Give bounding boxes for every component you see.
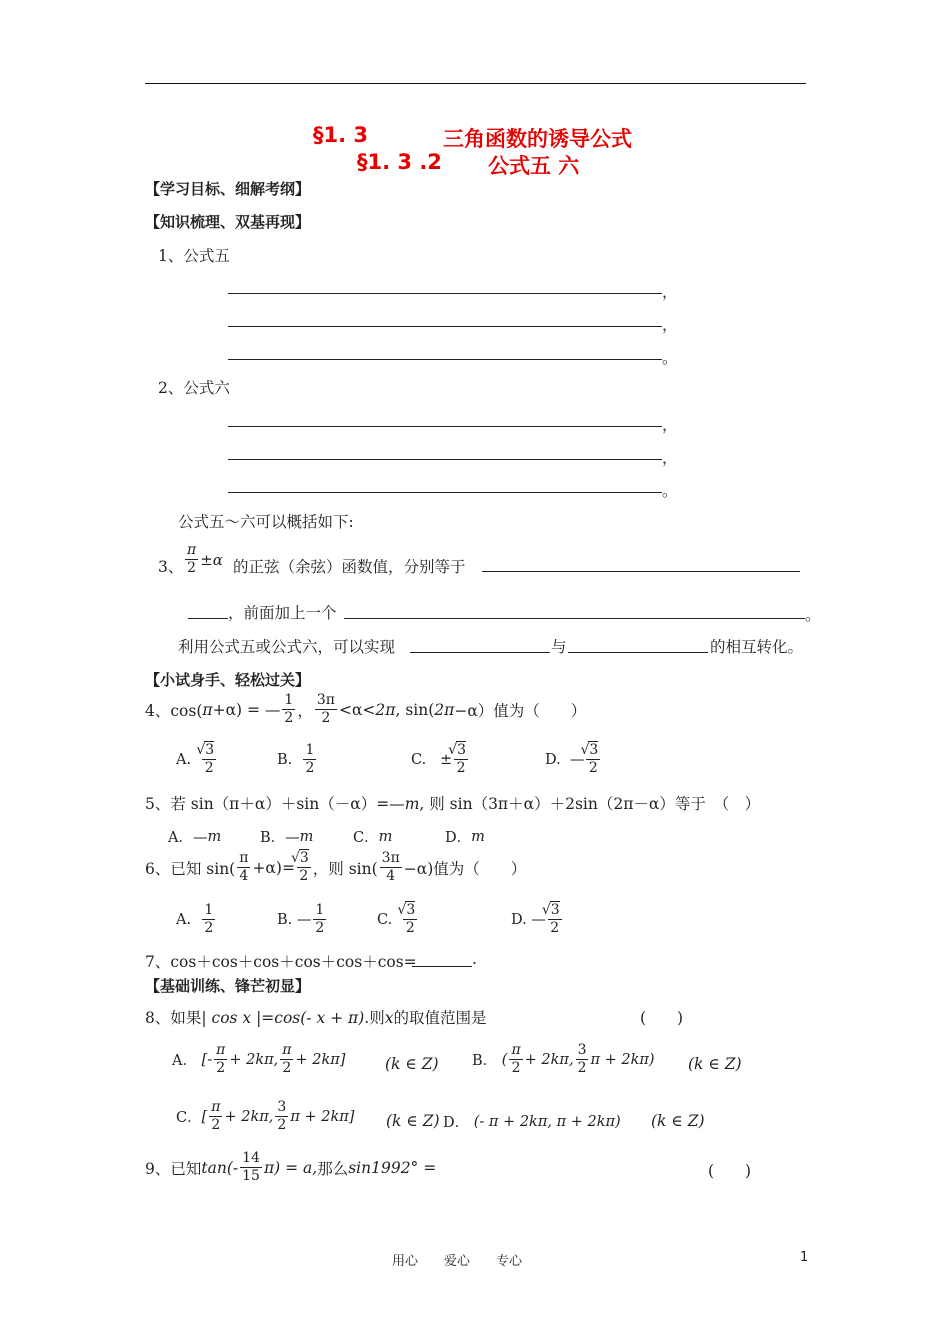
q9-answer-paren[interactable]: ( ) <box>708 1162 752 1180</box>
section-heading-knowledge: 【知识梳理、双基再现】 <box>145 213 311 231</box>
q5-option-c[interactable]: C． m <box>353 828 393 846</box>
section-heading-goals: 【学习目标、细解考纲】 <box>145 180 311 198</box>
q8-option-a-domain: (k ∈ Z) <box>385 1055 439 1073</box>
item3-number: 3、 <box>158 558 184 576</box>
q8-option-a[interactable]: A． [- $\frac{\pi}{2}$ + 2kπ, $\frac{\pi}{2}$ + 2kπ] <box>172 1042 346 1076</box>
footer-slogan: 用心 爱心 专心 <box>392 1254 523 1269</box>
q8-option-b[interactable]: B． ( $\frac{\pi}{2}$ + 2kπ, $\frac{3}{2}$ π + 2kπ) <box>472 1042 655 1076</box>
item3-line3-c: 的相互转化。 <box>710 638 804 656</box>
formula6-blank-3[interactable] <box>228 492 662 493</box>
q4-option-b[interactable]: B. $\frac{1}{2}$ <box>277 742 315 776</box>
question-8: 8、如果| cos x |=cos(- x + π).则x的取值范围是 <box>145 1009 487 1027</box>
q6-option-d[interactable]: D. — √ $\frac{3}{2}$ <box>511 902 564 937</box>
formula6-blank-1[interactable] <box>228 426 662 427</box>
formula5-label: 1、公式五 <box>158 247 230 265</box>
question-9: 9、已知 tan(- $\frac{14}{15}$ π) = a, 那么 sin1992° = <box>145 1150 437 1184</box>
item3-blank-5[interactable] <box>568 652 708 653</box>
item3-blank-2[interactable] <box>188 618 228 619</box>
q4-option-c[interactable]: C. ± √ $\frac{3}{2}$ <box>411 742 470 777</box>
comma: ， <box>662 449 678 467</box>
q6-option-b[interactable]: B. — $\frac{1}{2}$ <box>277 902 325 936</box>
q8-option-d[interactable]: D． (- π + 2kπ, π + 2kπ) <box>443 1113 621 1131</box>
q4-option-d[interactable]: D. — √ $\frac{3}{2}$ <box>545 742 602 777</box>
item3-blank-3[interactable] <box>344 618 805 619</box>
q8-option-b-domain: (k ∈ Z) <box>688 1055 742 1073</box>
item3-blank-4[interactable] <box>410 652 550 653</box>
section-heading-practice: 【小试身手、轻松过关】 <box>145 671 311 689</box>
pi-over-2-fraction: $\frac{\pi}{2}$ <box>187 542 197 576</box>
header-rule <box>145 83 806 84</box>
q6-option-a[interactable]: A. $\frac{1}{2}$ <box>176 902 214 936</box>
formula5-blank-1[interactable] <box>228 293 662 294</box>
item3-line3-a: 利用公式五或公式六，可以实现 <box>178 638 396 656</box>
q5-option-b[interactable]: B．— m <box>260 828 314 846</box>
formula5-blank-2[interactable] <box>228 326 662 327</box>
q7-end: . <box>472 950 477 968</box>
q6-option-c[interactable]: C. √ $\frac{3}{2}$ <box>377 902 419 937</box>
question-6: 6、已知 sin( $\frac{\pi}{4}$ +α)= √ $\frac{3}{2}$ ，则 sin( $\frac{3\pi}{4}$ −α)值为（ ） <box>145 850 526 885</box>
item3-line3-b: 与 <box>551 638 567 656</box>
q8-option-c[interactable]: C． [ $\frac{\pi}{2}$ + 2kπ, $\frac{3}{2}$ π + 2kπ] <box>176 1099 355 1133</box>
item3-expression <box>183 542 223 577</box>
title-main: 三角函数的诱导公式 <box>443 127 632 151</box>
title-section-number: §1. 3 <box>313 123 369 147</box>
item3-blank-1[interactable] <box>482 571 800 572</box>
q4-option-a[interactable]: A. √ $\frac{3}{2}$ <box>176 742 218 777</box>
comma: ， <box>662 283 678 301</box>
q5-option-d[interactable]: D． m <box>445 828 485 846</box>
page-number: 1 <box>800 1250 809 1265</box>
subtitle-section-number: §1. 3 .2 <box>357 150 442 174</box>
question-7: 7、cos＋cos＋cos＋cos＋cos＋cos= <box>145 953 417 971</box>
formula6-label: 2、公式六 <box>158 379 230 397</box>
subtitle-main: 公式五 六 <box>488 154 580 178</box>
summary-text: 公式五～六可以概括如下: <box>178 513 354 531</box>
period: 。 <box>662 349 678 367</box>
section-heading-training: 【基础训练、锋芒初显】 <box>145 977 311 995</box>
q8-answer-paren[interactable]: ( ) <box>640 1009 684 1027</box>
comma: ， <box>662 316 678 334</box>
period: 。 <box>662 482 678 500</box>
q5-option-a[interactable]: A．— m <box>168 828 222 846</box>
formula6-blank-2[interactable] <box>228 459 662 460</box>
q7-answer-blank[interactable] <box>412 966 472 967</box>
item3-text: 的正弦（余弦）函数值，分别等于 <box>233 558 466 576</box>
q8-option-c-domain: (k ∈ Z) <box>386 1112 440 1130</box>
plus-minus-alpha: ±α <box>200 550 223 569</box>
comma: ， <box>662 416 678 434</box>
period: 。 <box>805 606 821 624</box>
formula5-blank-3[interactable] <box>228 359 662 360</box>
item3-line2-text: ，前面加上一个 <box>228 604 337 622</box>
question-4: 4、cos( π +α) = — $\frac{1}{2}$ ， $\frac{3\pi}{2}$ <α< 2π , sin( 2π −α）值为（ ） <box>145 692 587 726</box>
q8-option-d-domain: (k ∈ Z) <box>651 1112 705 1130</box>
question-5: 5、若 sin（π＋α）＋sin（－α）=—m, 则 sin（3π＋α）＋2sin（2π－α）等于 （ ） <box>145 795 761 813</box>
